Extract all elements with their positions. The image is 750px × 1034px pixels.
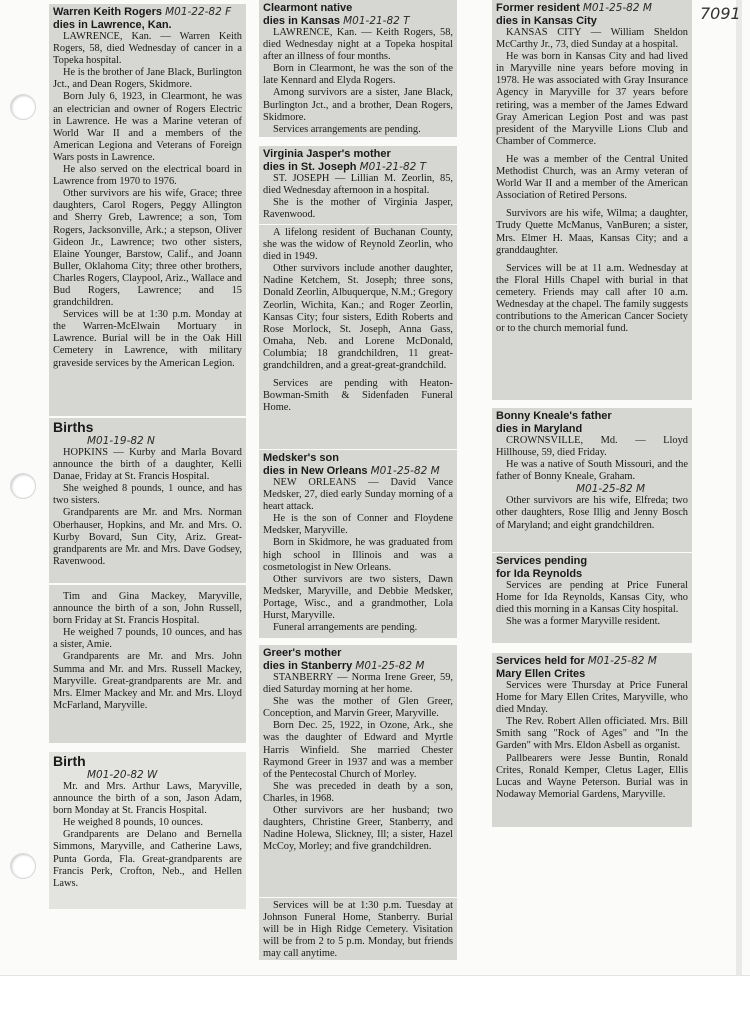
headline-line-2: dies in Kansas City	[496, 14, 597, 27]
paragraph: He weighed 8 pounds, 10 ounces.	[63, 817, 203, 829]
paragraph: Grandparents are Delano and Bernella Simmons, Maryville, and Catherine Laws, Punta Gorda, Fla. Great-grandparents are Francis Perk, Crofton, Neb., and Hellen Laws.	[53, 829, 242, 889]
paragraph: Other survivors are his wife, Elfreda; two other daughters, Rose Illig and Jenny Bosch of Maryland; and eight grandchildren.	[496, 495, 688, 531]
clipping-clearmont-native	[259, 0, 457, 137]
paragraph: Services arrangements are pending.	[273, 123, 421, 135]
handwritten-date: M01-25-82 M	[355, 659, 425, 672]
binder-hole-bottom-icon	[10, 853, 36, 879]
handwritten-date: M01-25-82 M	[576, 483, 646, 496]
clipping-greer-services	[259, 898, 457, 960]
paragraph: Born July 6, 1923, in Clearmont, he was an electrician and owner of Rogers Electric in Lawrence. He was a Marine veteran of World War II and a members of the American Legiona and Veterans of Foreign Wars posts in Lawrence.	[53, 91, 242, 163]
headline-line-1: Warren Keith Rogers	[53, 6, 163, 18]
headline-line-2: dies in Kansas	[263, 14, 341, 27]
paragraph: He was born in Kansas City and had lived in Maryville nine years before moving in 1978. He was associated with Gray Insurance Agency in Maryville for 37 years before retiring, was a member of the James Edward Gray American Legion Post and was past president of the Maryville Lions Club and Chamber of Commerce.	[496, 51, 688, 147]
headline-line-1: Services held for	[496, 655, 585, 667]
paragraph: He weighed 7 pounds, 10 ounces, and has a sister, Amie.	[53, 627, 242, 651]
paragraph: Services will be at 11 a.m. Wednesday at the Floral Hills Chapel with burial in that cemetery. Friends may call after 10 a.m. Wednesday at the chapel. The family suggests contributions to the American Cancer Society or to the church memorial fund.	[496, 262, 688, 335]
paragraph: KANSAS CITY — William Sheldon McCarthy Jr., 73, died Sunday at a hospital.	[496, 27, 688, 51]
headline-line-1: Services pending	[496, 555, 588, 567]
headline-line-1: Former resident	[496, 2, 580, 14]
paragraph: A lifelong resident of Buchanan County, she was the widow of Reynold Zeorlin, who died in 1949.	[263, 227, 453, 263]
clipping-mccarthy	[492, 0, 692, 400]
paragraph: Born Dec. 25, 1922, in Ozone, Ark., she was the daughter of Edward and Myrtle Harris Winfield. She married Chester Raymond Greer in 1937 and was a member of the Pentecostal Church of Morley.	[263, 720, 453, 780]
handwritten-date: M01-21-82 T	[343, 14, 410, 27]
paragraph: Services will be at 1:30 p.m. Monday at the Warren-McElwain Mortuary in Lawrence. Burial will be in the Oak Hill Cemetery in Lawrence, with military graveside services by the American Legion.	[53, 309, 242, 369]
handwritten-date: M01-22-82 F	[165, 6, 232, 18]
headline-line-2: dies in Maryland	[496, 422, 583, 435]
binder-hole-top-icon	[10, 94, 36, 120]
clipping-births	[49, 418, 246, 583]
page-number: 7091	[700, 4, 741, 23]
headline-line-1: Clearmont native	[263, 2, 353, 14]
paragraph: The Rev. Robert Allen officiated. Mrs. Bill Smith sang "Rock of Ages" and "In the Garden" with Mrs. Eldon Asbell as organist.	[496, 716, 688, 752]
headline-line-2: dies in Lawrence, Kan.	[53, 18, 172, 31]
paragraph: LAWRENCE, Kan. — Keith Rogers, 58, died Wednesday night at a Topeka hospital after an illness of four months.	[263, 27, 453, 63]
headline-line-1: Medsker's son	[263, 452, 339, 464]
section-heading: Birth	[53, 753, 86, 769]
paragraph: Services are pending at Price Funeral Home for Ida Reynolds, Kansas City, who died this morning in a Kansas City hospital.	[496, 580, 688, 616]
handwritten-date: M01-25-82 M	[370, 464, 440, 477]
headline-line-1: Virginia Jasper's mother	[263, 148, 391, 160]
handwritten-date: M01-25-82 M	[587, 655, 657, 667]
paragraph: He is the son of Conner and Floydene Medsker, Maryville.	[263, 513, 453, 537]
paragraph: CROWNSVILLE, Md. — Lloyd Hillhouse, 59, died Friday.	[496, 435, 688, 459]
paragraph: She weighed 8 pounds, 1 ounce, and has two sisters.	[53, 483, 242, 507]
page-bottom-margin	[0, 975, 750, 1034]
paragraph: Grandparents are Mr. and Mrs. John Summa and Mr. and Mrs. Russell Mackey, Maryville. Great-grandparents are Mr. and Mrs. Elmer Mackey and Mr. and Mrs. Lloyd McFarland, Maryville.	[53, 651, 242, 711]
paragraph: He is the brother of Jane Black, Burlington Jct., and Dean Rogers, Skidmore.	[53, 67, 242, 91]
headline-line-2: for Ida Reynolds	[496, 567, 583, 580]
clipping-jasper-mother	[259, 146, 457, 224]
paragraph: Other survivors are two sisters, Dawn Medsker, Maryville, and Debbie Medsker, Portage, Wisc., and a grandmother, Lola Hurst, Maryville.	[263, 573, 453, 622]
paragraph: Born in Clearmont, he was the son of the late Kennard and Elyda Rogers.	[263, 63, 453, 87]
headline-line-2: dies in St. Joseph	[263, 160, 357, 173]
paragraph: She was the mother of Glen Greer, Conception, and Marvin Greer, Maryville.	[263, 696, 453, 720]
paragraph: Among survivors are a sister, Jane Black, Burlington Jct., and a brother, Dean Rogers, Skidmore.	[263, 87, 453, 123]
paragraph: Grandparents are Mr. and Mrs. Norman Oberhauser, Hopkins, and Mr. and Mrs. O. Kurby Bovard, Sun City, Ariz. Great-grandparents are Mr. and Mrs. Dave Godsey, Ravenwood.	[53, 507, 242, 567]
handwritten-date: M01-20-82 W	[87, 769, 158, 781]
headline-line-1: Greer's mother	[263, 647, 342, 659]
paragraph: Services will be at 1:30 p.m. Tuesday at Johnson Funeral Home, Stanberry. Burial will be in High Ridge Cemetery. Visitation will be from 2 to 5 p.m. Monday, but friends may call anytime.	[263, 900, 453, 960]
clipping-mackey-birth	[49, 585, 246, 743]
headline-line-2: dies in New Orleans	[263, 464, 368, 477]
section-heading: Births	[53, 419, 94, 435]
clipping-kneale-father	[492, 408, 692, 552]
clipping-laws-birth	[49, 752, 246, 909]
binder-hole-middle-icon	[10, 473, 36, 499]
clipping-medsker-son	[259, 450, 457, 638]
paragraph: He was a native of South Missouri, and the father of Bonny Kneale, Graham.	[496, 459, 688, 483]
paragraph: Pallbearers were Jesse Buntin, Ronald Crites, Ronald Kemper, Cletus Lager, Ellis Lucas and Wayne Peterson. Burial was in Nodaway Memorial Gardens, Maryville.	[496, 752, 688, 800]
page-edge-shadow	[736, 0, 742, 975]
paragraph: HOPKINS — Kurby and Marla Bovard announce the birth of a daughter, Kelli Danae, Friday at St. Francis Hospital.	[53, 447, 242, 483]
headline-line-1: Bonny Kneale's father	[496, 410, 612, 422]
paragraph: Funeral arrangements are pending.	[273, 622, 418, 634]
clipping-crites-services	[492, 653, 692, 827]
paragraph: Tim and Gina Mackey, Maryville, announce the birth of a son, John Russell, born Friday at St. Francis Hospital.	[53, 591, 242, 627]
paragraph: STANBERRY — Norma Irene Greer, 59, died Saturday morning at her home.	[263, 672, 453, 696]
paragraph: Other survivors include another daughter, Nadine Ketchem, St. Joseph; three sons, Donald Zeorlin, Albuquerque, N.M.; Gregory Zeorlin, Wichita, Kan.; and Roger Zeorlin, Kansas City; four sisters, Edith Roberts and Rose Morlock, St. Joseph, Anna Gass, Omaha, Neb. and Lorene McDonald, Columbia; 18 grandchildren, 11 great-grandchildren, and a great-great-grandchild.	[263, 263, 453, 372]
paragraph: Services were Thursday at Price Funeral Home for Mary Ellen Crites, Maryville, who died Mnday.	[496, 680, 688, 716]
paragraph: She was preceded in death by a son, Charles, in 1968.	[263, 780, 453, 804]
paragraph: He was a member of the Central United Methodist Church, was an Army veteran of World War II and a member of the American Association of Retired Persons.	[496, 153, 688, 202]
paragraph: Other survivors are his wife, Grace; three daughters, Carol Rogers, Peggy Allington and Sherry Greb, Lawrence; a son, Tom Rogers, Jacksonville, Ark.; a stepson, Oliver Gideon Jr., Lawrence; two other sisters, Elaine Younger, Barstow, Calif., and Joann Buller, Oklahoma City; three other brothers, Charles Rogers, Claypool, Ariz., Wallace and Bud Rogers, Lawrence; and 15 grandchildren.	[53, 188, 242, 309]
handwritten-date: M01-25-82 M	[582, 2, 652, 14]
paragraph: Survivors are his wife, Wilma; a daughter, Trudy Quette McManus, VanBuren; a sister, Mrs. Elmer H. Maas, Kansas City; and a granddaughter.	[496, 208, 688, 256]
paragraph: NEW ORLEANS — David Vance Medsker, 27, died early Sunday morning of a heart attack.	[263, 477, 453, 513]
paragraph: Born in Skidmore, he was graduated from high school in Illinois and was a cosmetologist in New Orleans.	[263, 537, 453, 573]
handwritten-date: M01-19-82 N	[87, 435, 155, 447]
paragraph: LAWRENCE, Kan. — Warren Keith Rogers, 58, died Wednesday of cancer in a Topeka hospital.	[53, 31, 242, 67]
paragraph: She is the mother of Virginia Jasper, Ravenwood.	[263, 197, 453, 221]
clipping-reynolds-services	[492, 553, 692, 643]
paragraph: Mr. and Mrs. Arthur Laws, Maryville, announce the birth of a son, Jason Adam, born Monday at St. Francis Hospital.	[53, 781, 242, 817]
clipping-greer-mother	[259, 645, 457, 897]
clipping-warren-rogers	[49, 4, 246, 416]
paragraph: ST. JOSEPH — Lillian M. Zeorlin, 85, died Wednesday afternoon in a hospital.	[263, 173, 453, 197]
paragraph: He also served on the electrical board in Lawrence from 1970 to 1976.	[53, 164, 242, 188]
paragraph: Services are pending with Heaton-Bowman-Smith & Sidenfaden Funeral Home.	[263, 378, 453, 414]
handwritten-date: M01-21-82 T	[359, 160, 427, 173]
paragraph: She was a former Maryville resident.	[506, 616, 661, 628]
headline-line-2: dies in Stanberry	[263, 659, 353, 672]
paragraph: Other survivors are her husband; two daughters, Christine Greer, Stanberry, and Nadine Holewa, Slickney, Ill; a sister, Hazel McCoy, Morley; and five grandchildren.	[263, 805, 453, 853]
headline-line-2: Mary Ellen Crites	[496, 667, 586, 680]
clipping-zeorlin-survivors	[259, 225, 457, 449]
